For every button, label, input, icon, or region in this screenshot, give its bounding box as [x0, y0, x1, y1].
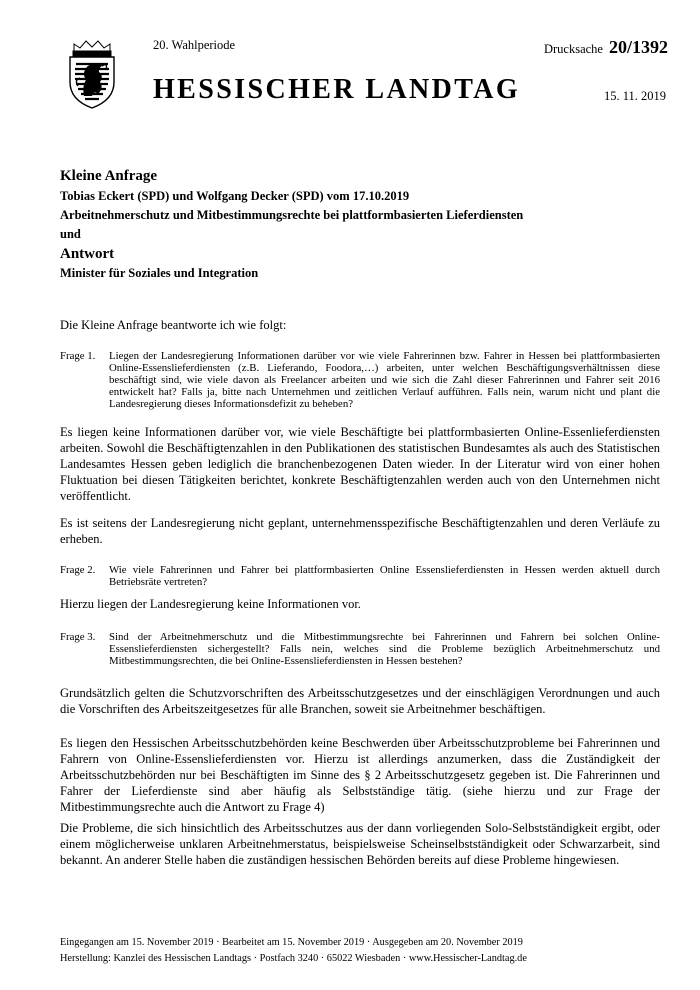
parliament-name: HESSISCHER LANDTAG	[153, 74, 521, 105]
answer-paragraph: Es liegen den Hessischen Arbeitsschutzbehörden keine Beschwerden über Arbeitsschutzprobleme bei Fahrerinnen und Fahrern von Online-Essenslieferdiensten vor. Hierzu ist allerdings anzumerken, dass die Zuständigkeit der Arbeitsschutzbehörden nur bei Beschäftigten im Sinne des § 2 Arbeitsschutzgesetz gegeben ist. Die Fahrerinnen und Fahrer der Lieferdienste sind aber häufig als Selbstständige tätig. (siehe hierzu und zur Frage der Mitbestimmungsrechte auch die Antwort zu Frage 4)	[60, 736, 660, 814]
hessen-coat-of-arms-icon	[62, 38, 122, 110]
ministry: Minister für Soziales und Integration	[60, 266, 259, 280]
document-date: 15. 11. 2019	[603, 89, 666, 103]
answer-paragraph: Die Probleme, die sich hinsichtlich des Arbeitsschutzes aus der dann vorliegenden Solo-Selbstständigkeit ergibt, oder einem möglicherweise unklaren Arbeitnehmerstatus, beispielsweise Scheinselbstständigkeit oder Schwarzarbeit, sind bekannt. An anderer Stelle haben die zuständigen hessischen Behörden bereits auf diese Probleme hingewiesen.	[60, 821, 660, 867]
question-label: Frage 3.	[60, 631, 96, 643]
question-text: Wie viele Fahrerinnen und Fahrer bei plattformbasierten Online Essenslieferdiensten in Hessen werden aktuell durch Betriebsräte vertreten?	[109, 564, 660, 588]
und-connector: und	[60, 227, 81, 241]
answer-paragraph: Grundsätzlich gelten die Schutzvorschriften des Arbeitsschutzgesetzes und der einschlägigen Verordnungen und auch die Vorschriften des Arbeitszeitgesetzes für alle Branchen, soweit sie Arbeitnehmer beschäftigen.	[60, 686, 660, 716]
drucksache-label: Drucksache	[543, 42, 603, 56]
answer-paragraph: Es ist seitens der Landesregierung nicht geplant, unternehmensspezifische Beschäftigtenzahlen und deren Verläufe zu erheben.	[60, 516, 660, 546]
drucksache-number: 20/1392	[608, 37, 668, 57]
request-type: Kleine Anfrage	[60, 168, 158, 184]
subject: Arbeitnehmerschutz und Mitbestimmungsrechte bei plattformbasierten Lieferdiensten	[60, 208, 524, 222]
question-label: Frage 1.	[60, 350, 96, 362]
wahlperiode: 20. Wahlperiode	[153, 38, 236, 52]
title-block	[60, 166, 660, 283]
question-text: Sind der Arbeitnehmerschutz und die Mitbestimmungsrechte bei Fahrerinnen und Fahrern bei solchen Online-Essenslieferdiensten sichergestellt? Falls nein, welches sind die Probleme bezüglich Arbeitnehmerschutz und Mitbestimmungsrechten, die bei Online-Essenslieferdiensten in Hessen bestehen?	[109, 631, 660, 667]
intro-text: Die Kleine Anfrage beantworte ich wie folgt:	[60, 318, 287, 332]
answer-paragraph: Hierzu liegen der Landesregierung keine Informationen vor.	[60, 597, 361, 611]
question-text: Liegen der Landesregierung Informationen darüber vor wie viele Fahrerinnen bzw. Fahrer in Hessen bei plattformbasierten Online-Essenslieferdiensten (z.B. Lieferando, Foodora,…) arbeiten, unter welchen Beschäftigungsverhältnissen diese beschäftigt sind, wie viele davon als Freelancer arbeiten und wie sich die Zahl dieser Fahrerinnen und Fahrer seit 2016 entwickelt hat? Falls ja, bitte nach Unternehmen und zeitlichen Verlauf aufführen. Falls nein, warum nicht und plant die Landesregierung dieses Informationsdefizit zu beheben?	[109, 350, 660, 410]
answer-paragraph: Es liegen keine Informationen darüber vor, wie viele Beschäftigte bei plattformbasierten Online-Essenlieferdiensten arbeiten. Sowohl die Beschäftigtenzahlen in den Publikationen des statistischen Bundesamtes als auch des Statistischen Landesamtes Hessen geben lediglich die branchenbezogenen Daten wieder. In der Literatur wird von einer hohen Fluktuation bei diesen Tätigkeiten berichtet, konkrete Beschäftigtenzahlen werden auch von den Unternehmen nicht veröffentlicht.	[60, 425, 660, 503]
question-1	[60, 350, 660, 410]
drucksache	[544, 37, 668, 58]
question-label: Frage 2.	[60, 564, 96, 576]
question-3	[60, 631, 660, 667]
footer-publisher: Herstellung: Kanzlei des Hessischen Landtags · Postfach 3240 · 65022 Wiesbaden · www.Hessischer-Landtag.de	[60, 953, 527, 964]
question-2	[60, 564, 660, 588]
footer-dates: Eingegangen am 15. November 2019 · Bearbeitet am 15. November 2019 · Ausgegeben am 20. November 2019	[60, 937, 523, 948]
answer-heading: Antwort	[60, 246, 115, 262]
authors: Tobias Eckert (SPD) und Wolfgang Decker (SPD) vom 17.10.2019	[60, 189, 410, 203]
